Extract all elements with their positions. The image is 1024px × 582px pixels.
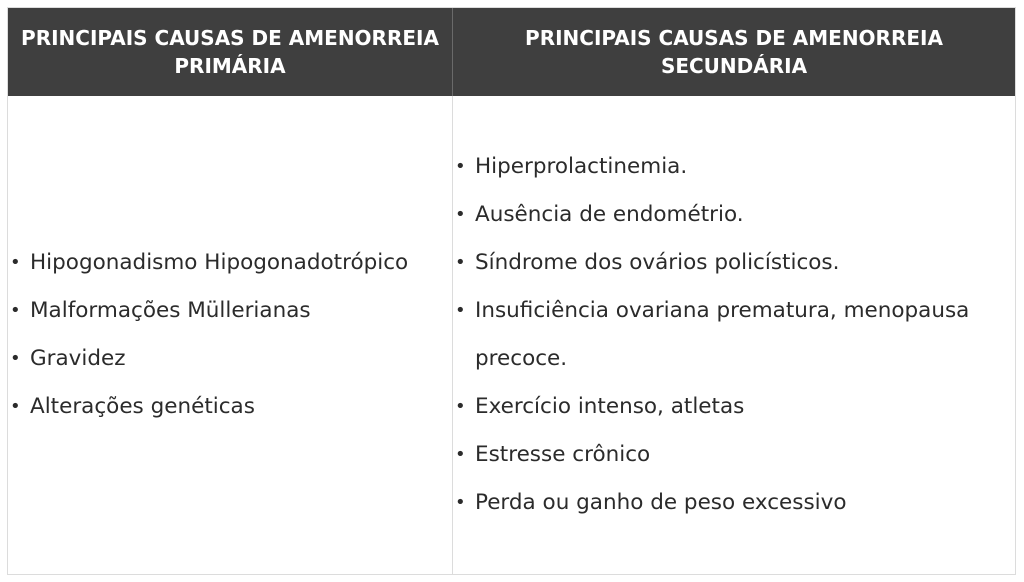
list-item	[453, 239, 1015, 287]
list-item-text: Gravidez	[30, 346, 126, 371]
header-secondary-causes: PRINCIPAIS CAUSAS DE AMENORREIA SECUNDÁRIA	[525, 26, 943, 78]
bullet-dot-icon: •	[455, 252, 466, 273]
causes-table	[7, 7, 1016, 575]
list-item-text: Insuficiência ovariana prematura, menopausa precoce.	[475, 298, 970, 371]
table-body-row	[8, 96, 1015, 574]
list-item	[8, 383, 408, 431]
header-primary-causes: PRINCIPAIS CAUSAS DE AMENORREIA PRIMÁRIA	[8, 8, 453, 96]
bullet-dot-icon: •	[455, 492, 466, 513]
list-item-text: Síndrome dos ovários policísticos.	[475, 250, 840, 275]
bullet-dot-icon: •	[10, 348, 21, 369]
list-item-text: Ausência de endométrio.	[475, 202, 744, 227]
list-item	[453, 383, 1015, 431]
list-item	[453, 191, 1015, 239]
primary-causes-list	[8, 239, 408, 431]
bullet-dot-icon: •	[10, 252, 21, 273]
list-item	[8, 335, 408, 383]
list-item-text: Perda ou ganho de peso excessivo	[475, 490, 847, 515]
bullet-dot-icon: •	[455, 156, 466, 177]
list-item	[453, 287, 1015, 383]
list-item	[453, 143, 1015, 191]
list-item	[453, 431, 1015, 479]
list-item	[8, 239, 408, 287]
table-header-row	[8, 8, 1015, 96]
bullet-dot-icon: •	[455, 444, 466, 465]
bullet-dot-icon: •	[455, 300, 466, 321]
bullet-dot-icon: •	[10, 300, 21, 321]
bullet-dot-icon: •	[455, 396, 466, 417]
list-item-text: Malformações Müllerianas	[30, 298, 311, 323]
list-item-text: Hiperprolactinemia.	[475, 154, 688, 179]
list-item	[453, 479, 1015, 527]
primary-causes-cell	[8, 96, 453, 574]
list-item-text: Estresse crônico	[475, 442, 651, 467]
secondary-causes-cell	[453, 96, 1015, 574]
bullet-dot-icon: •	[10, 396, 21, 417]
secondary-causes-list	[453, 143, 1015, 527]
list-item-text: Exercício intenso, atletas	[475, 394, 745, 419]
bullet-dot-icon: •	[455, 204, 466, 225]
list-item	[8, 287, 408, 335]
list-item-text: Alterações genéticas	[30, 394, 255, 419]
list-item-text: Hipogonadismo Hipogonadotrópico	[30, 250, 409, 275]
